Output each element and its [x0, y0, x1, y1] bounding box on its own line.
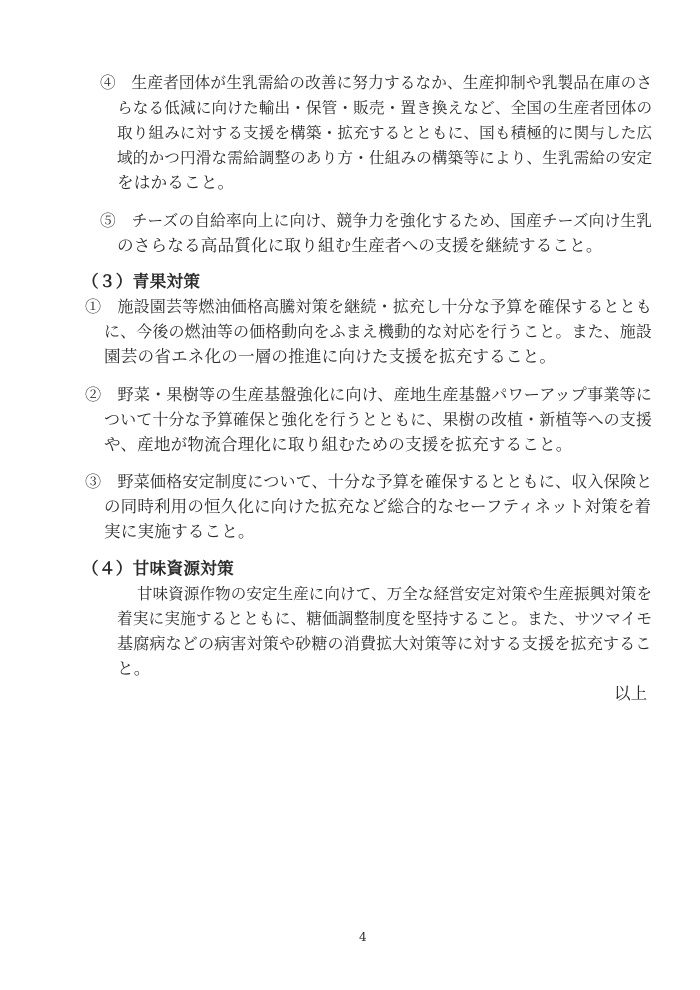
- item4-line-3: 取り組みに対する支援を構築・拡充するとともに、国も積極的に関与した広: [117, 124, 653, 142]
- section3-item3-line-1: ③ 野菜価格安定制度について、十分な予算を確保するとともに、収入保険と: [85, 472, 653, 491]
- section4-body-line-3: 基腐病などの病害対策や砂糖の消費拡大対策等に対する支援を拡充するこ: [117, 634, 652, 653]
- section3-item2-line-1: ② 野菜・果樹等の生産基盤強化に向け、産地生産基盤パワーアップ事業等に: [85, 385, 653, 404]
- section3-item3-line-3: 実に実施すること。: [104, 522, 255, 541]
- page-number: 4: [359, 930, 367, 944]
- section4-heading: （４）甘味資源対策: [82, 559, 235, 578]
- section4-body-line-1: 甘味資源作物の安定生産に向けて、万全な経営安定対策や生産振興対策を: [137, 585, 653, 603]
- item5-line-1: ⑤ チーズの自給率向上に向け、競争力を強化するため、国産チーズ向け生乳: [100, 211, 653, 230]
- section3-item1-line-2: に、今後の燃油等の価格動向をふまえ機動的な対応を行うこと。また、施設: [104, 322, 653, 341]
- item5-line-2: のさらなる高品質化に取り組む生産者への支援を継続すること。: [117, 236, 603, 255]
- section4-body-line-4: と。: [117, 659, 151, 678]
- section3-item1-line-1: ① 施設園芸等燃油価格高騰対策を継続・拡充し十分な予算を確保するととも: [85, 297, 652, 316]
- section4-body-line-2: 着実に実施するとともに、糖価調整制度を堅持すること。また、サツマイモ: [117, 609, 653, 628]
- item4-line-2: らなる低減に向けた輸出・保管・販売・置き換えなど、全国の生産者団体の: [117, 99, 653, 117]
- item4-line-1: ④ 生産者団体が生乳需給の改善に努力するなか、生産抑制や乳製品在庫のさ: [100, 73, 653, 92]
- section3-item2-line-3: や、産地が物流合理化に取り組むための支援を拡充すること。: [104, 435, 573, 454]
- closing-text: 以上: [614, 684, 648, 703]
- item4-line-4: 域的かつ円滑な需給調整のあり方・仕組みの構築等により、生乳需給の安定: [117, 149, 653, 167]
- item4-line-5: をはかること。: [117, 173, 235, 192]
- section3-item2-line-2: ついて十分な予算確保と強化を行うとともに、果樹の改植・新植等への支援: [104, 410, 653, 429]
- section3-item3-line-2: の同時利用の恒久化に向けた拡充など総合的なセーフティネット対策を着: [104, 497, 652, 516]
- section3-heading: （３）青果対策: [82, 272, 201, 291]
- section3-item1-line-3: 園芸の省エネ化の一層の推進に向けた支援を拡充すること。: [104, 347, 557, 366]
